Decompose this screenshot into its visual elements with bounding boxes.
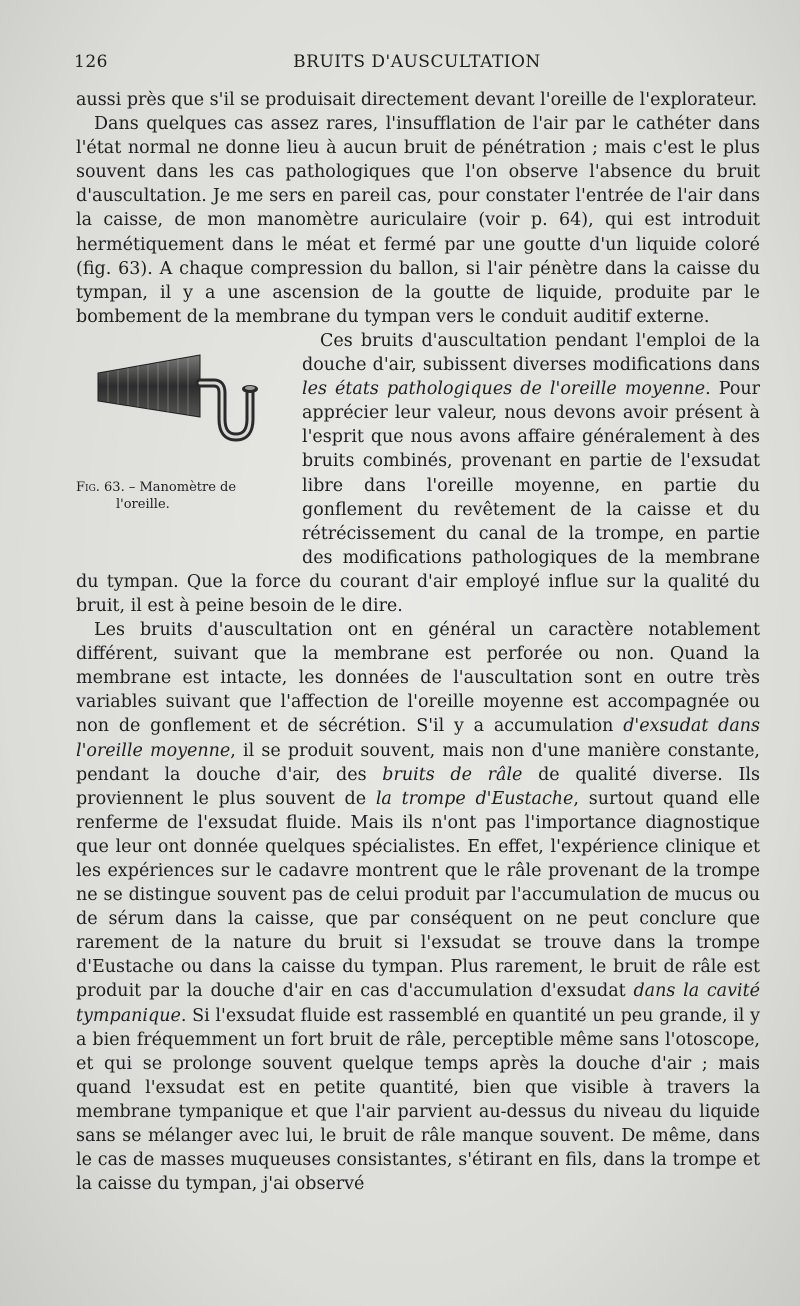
paragraph-4-emphasis-4: dans la cavité tympanique [76, 981, 760, 1026]
paragraph-4-text-c: de qualité diverse. Ils proviennent le plus souvent de [76, 764, 760, 809]
page-number: 126 [74, 52, 108, 72]
figure-label: Fig. 63. [76, 479, 125, 495]
manometer-illustration-icon [96, 353, 266, 453]
paragraph-4-emphasis-1: d'exsudat dans l'oreille moyenne [76, 716, 761, 761]
paragraph-4-text-d: , surtout quand elle renferme de l'exsudat fluide. Mais ils n'ont pas l'importance diagnostique que leur ont donnée quelques spécialistes. En effet, l'expérience clinique et les expériences sur le cadavre montrent que le râle provenant de la trompe ne se distingue souvent pas de celui produit par l'accumulation de mucus ou de sérum dans la caisse, que par conséquent on ne peut conclure que rarement de la nature du bruit si l'exsudat se trouve dans la trompe d'Eustache ou dans la caisse du tympan. Plus rarement, le bruit de râle est produit par la douche d'air en cas d'accumulation d'exsudat [76, 788, 760, 1002]
paragraph-4-emphasis-3: la trompe d'Eustache [375, 788, 574, 809]
running-head: BRUITS D'AUSCULTATION [293, 52, 541, 72]
paragraph-3-text-a: Ces bruits d'auscultation pendant l'emploi de la douche d'air, subissent diverses modifications dans [302, 330, 760, 376]
paragraph-4-text-e: . Si l'exsudat fluide est rassemblé en quantité un peu grande, il y a bien fréquemment un fort bruit de râle, perceptible même sans l'otoscope, et qui se prolonge souvent quelque temps après la douche d'air ; mais quand l'exsudat est en petite quantité, bien que visible à travers la membrane tympanique et que l'air parvient au-dessus du niveau du liquide sans se mélanger avec lui, le bruit de râle manque souvent. De même, dans le cas de masses muqueuses consistantes, s'étirant en fils, dans la trompe et la caisse du tympan, j'ai observé [76, 1005, 760, 1195]
paragraph-4-text-a: Les bruits d'auscultation ont en général un caractère notablement différent, suivant que la membrane est perforée ou non. Quand la membrane est intacte, les données de l'auscultation sont en outre très variables suivant que l'affection de l'oreille moyenne est accompagnée ou non de gonflement et de sécrétion. S'il y a accumulation [76, 620, 760, 737]
caption-line-2: l'oreille. [116, 496, 170, 512]
paragraph-3-text-b: . Pour apprécier leur valeur, nous devons avoir présent à l'esprit que nous avons affaire généralement à des bruits combinés, provenant en partie de l'exsudat libre dans l'oreille moyenne, en partie du gonflement du revêtement de la caisse et du rétrécissement du canal de la trompe, en partie des modifications pathologiques de la membrane du tympan. Que la force du courant d'air employé influe sur la qualité du bruit, il est à peine besoin de le dire. [76, 379, 760, 616]
paragraph-4 [76, 618, 760, 1196]
paragraph-1: aussi près que s'il se produisait directement devant l'oreille de l'explorateur. [76, 90, 758, 110]
paragraph-2: Dans quelques cas assez rares, l'insufflation de l'air par le cathéter dans l'état normal ne donne lieu à aucun bruit de pénétration ; mais c'est le plus souvent dans les cas pathologiques que l'on observe l'absence du bruit d'auscultation. Je me sers en pareil cas, pour constater l'entrée de l'air dans la caisse, de mon manomètre auriculaire (voir p. 64), qui est introduit hermétiquement dans le méat et fermé par une goutte d'un liquide coloré (fig. 63). A chaque compression du ballon, si l'air pénètre dans la caisse du tympan, il y a une ascension de la goutte de liquide, produite par le bombement de la membrane du tympan vers le conduit auditif externe. [76, 114, 760, 327]
body-text [76, 88, 760, 1196]
paragraph-4-text-b: , il se produit souvent, mais non d'une manière constante, pendant la douche d'air, des [76, 740, 760, 785]
figure-dash: – [124, 479, 140, 495]
figure-caption [76, 479, 286, 513]
figure-63 [76, 339, 286, 567]
caption-line-1: Manomètre de [139, 479, 237, 495]
page-header [74, 52, 760, 78]
paragraph-4-emphasis-2: bruits de râle [382, 764, 523, 785]
paragraph-3-emphasis: les états pathologiques de l'oreille moyenne [302, 379, 706, 400]
